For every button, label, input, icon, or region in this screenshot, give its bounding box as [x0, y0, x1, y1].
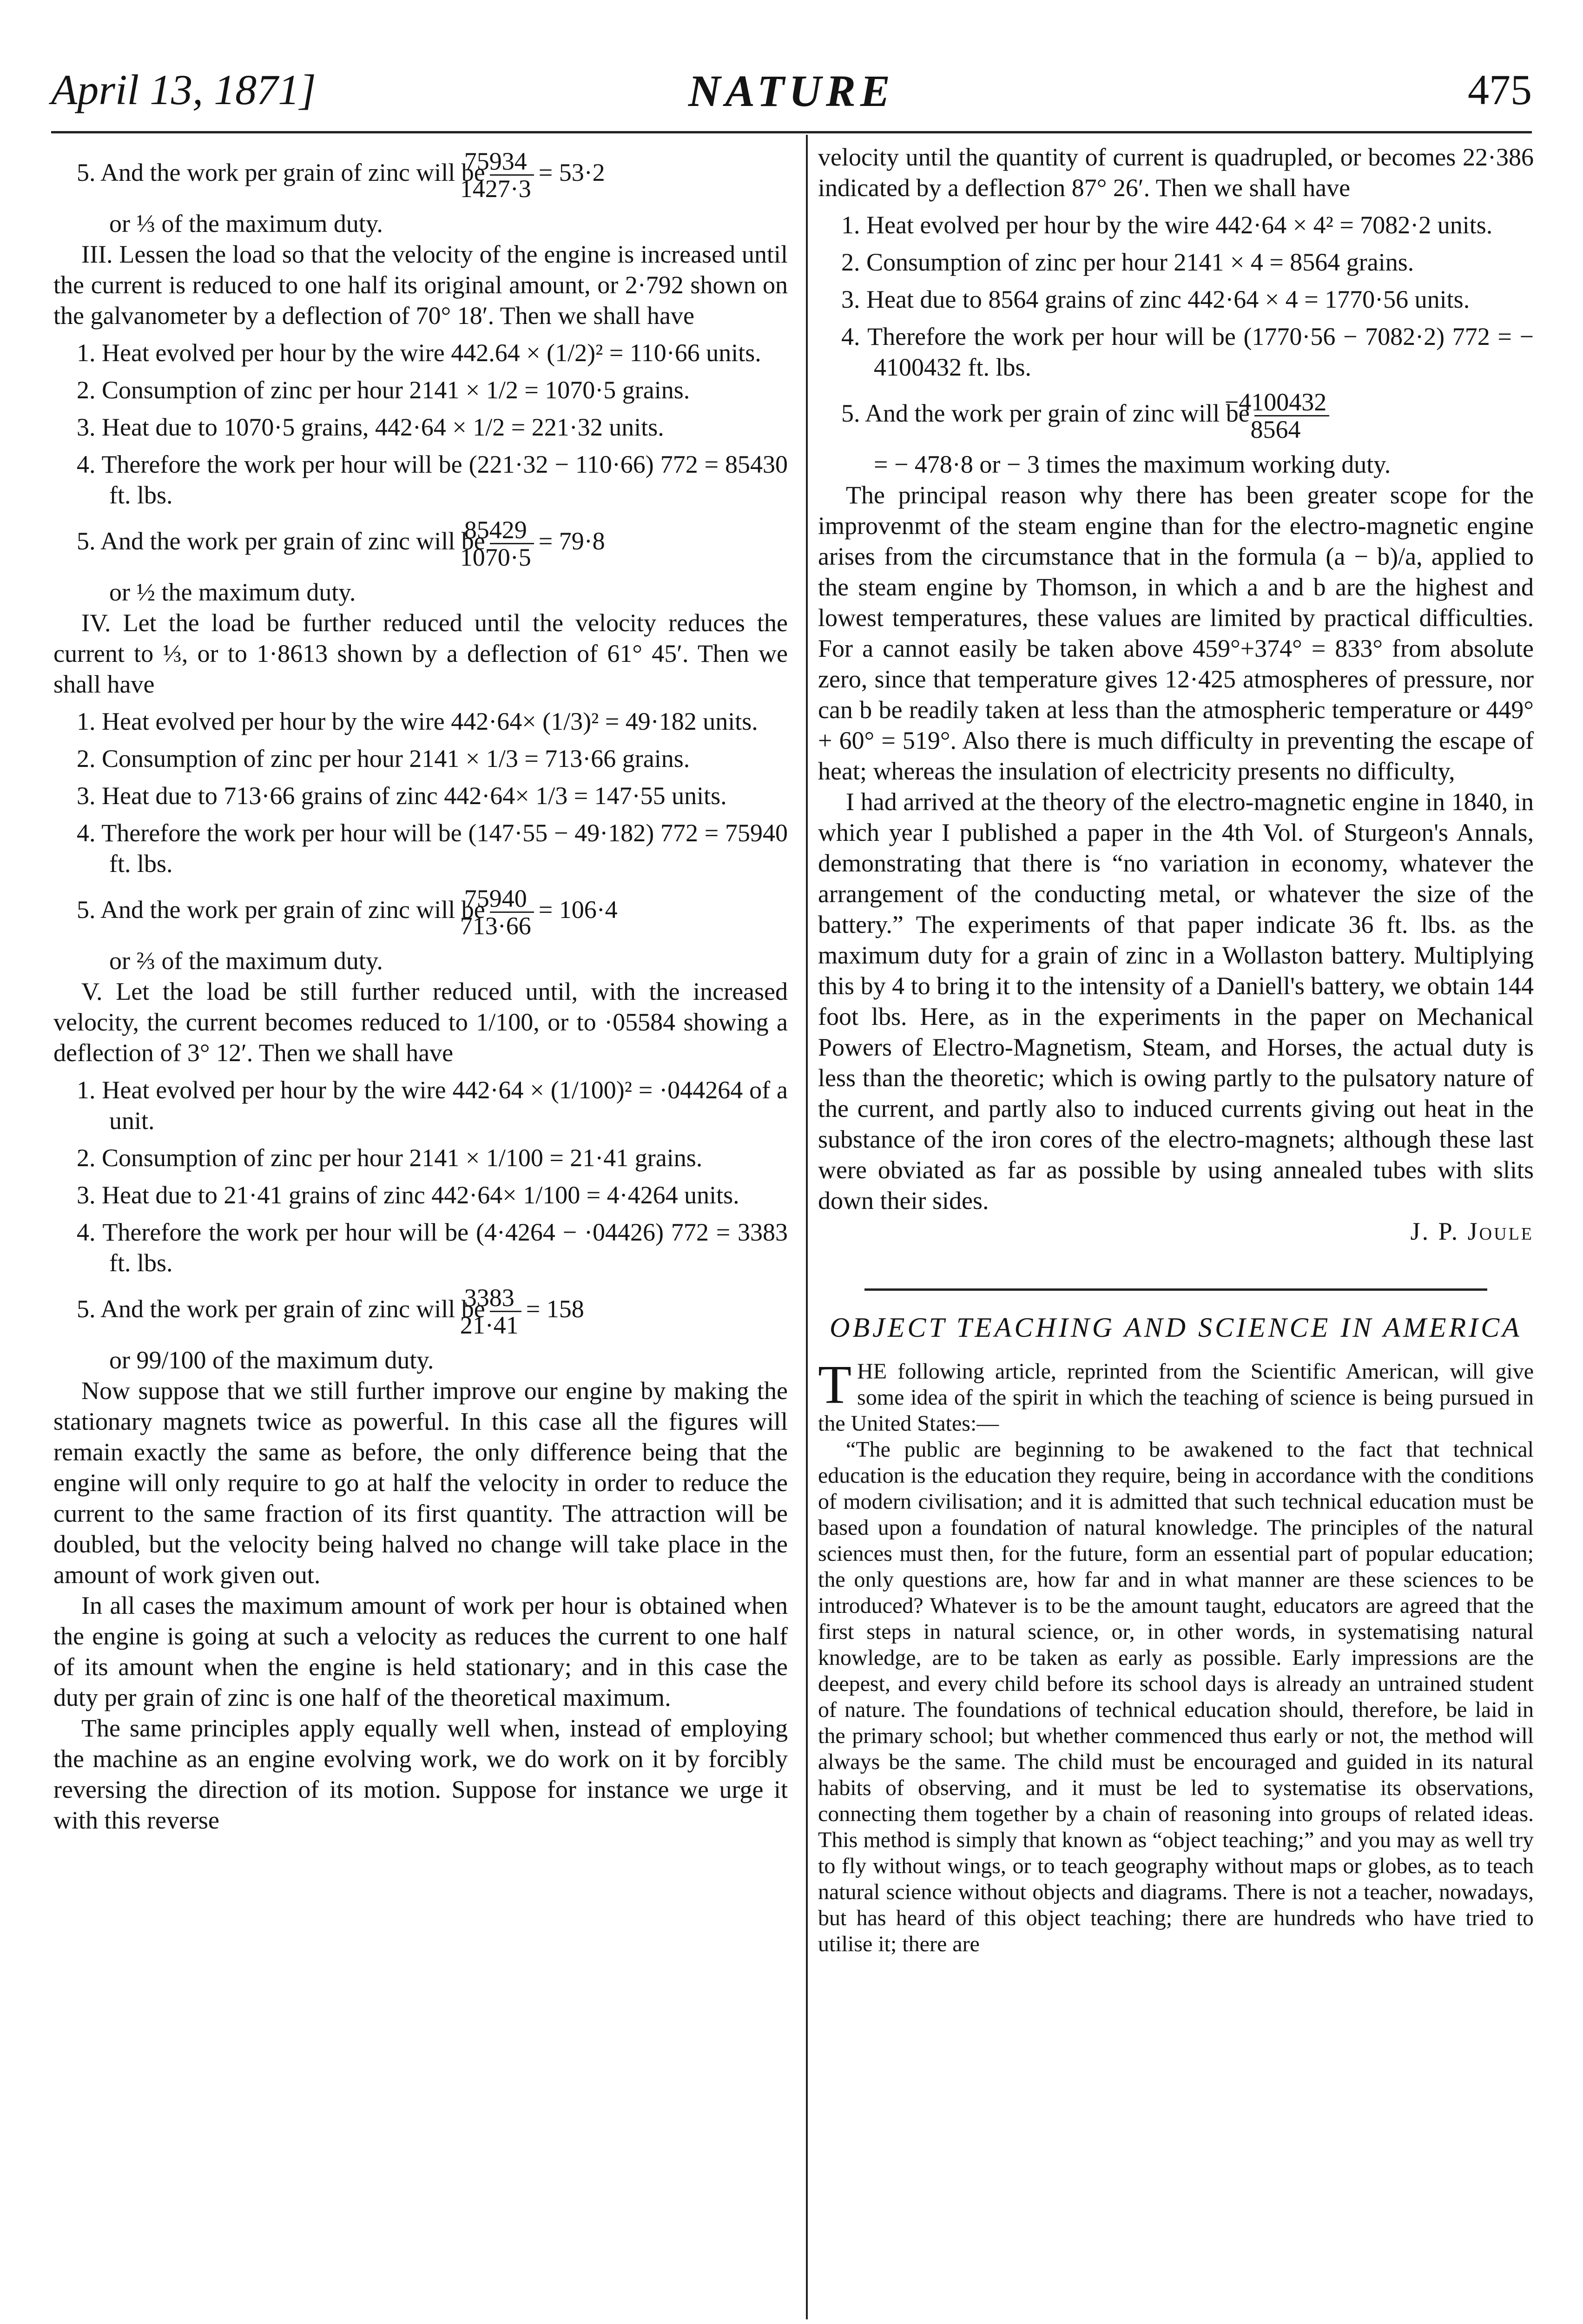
body-paragraph: The same principles apply equally well when, instead of employing the machine as an engine evolving work, we do work on it by forcibly reversing the direction of its motion. Suppose for instance we urge it with this reverse [53, 1714, 788, 1834]
fraction: $\frac{75934}{1427\cdot 3}$ [490, 148, 534, 202]
list-item: 3. Heat due to 1070·5 grains, 442·64 × 1/2 = 221·32 units. [77, 413, 664, 441]
fraction: $\frac{-4100432}{8564}$ [1254, 389, 1329, 442]
list-item: 1. Heat evolved per hour by the wire 442·64 × (1/100)² = ·044264 of a unit. [77, 1076, 788, 1135]
right-column [818, 142, 1534, 1957]
journal-title: NATURE [688, 66, 895, 116]
list-item: 2. Consumption of zinc per hour 2141 × 1/3 = 713·66 grains. [77, 745, 690, 772]
list-item: 4. Therefore the work per hour will be (4·4264 − ·04426) 772 = 3383 ft. lbs. [77, 1218, 788, 1277]
work-per-grain-line: 5. And the work per grain of zinc will be $\frac{75934}{1427\cdot 3}$ = 53·2 [77, 147, 605, 203]
drop-cap: T [818, 1354, 852, 1415]
list-item: 4. Therefore the work per hour will be (1770·56 − 7082·2) 772 = − 4100432 ft. lbs. [841, 323, 1534, 381]
paragraph-iv: IV. Let the load be further reduced until the velocity reduces the current to ⅓, or to 1·8613 shown by a deflection of 61° 45′. Then we shall have [53, 609, 788, 698]
fraction: $\frac{3383}{21\cdot 41}$ [490, 1285, 521, 1338]
page-number: 475 [1468, 66, 1532, 113]
list-item: 4. Therefore the work per hour will be (147·55 − 49·182) 772 = 75940 ft. lbs. [77, 819, 788, 878]
work-per-grain-line: 5. And the work per grain of zinc will be $\frac{3383}{21\cdot 41}$ = 158 [77, 1284, 584, 1339]
fraction: $\frac{75940}{713\cdot 66}$ [490, 885, 534, 939]
fraction: $\frac{85429}{1070\cdot 5}$ [490, 517, 534, 570]
list-item: 3. Heat due to 21·41 grains of zinc 442·64× 1/100 = 4·4264 units. [77, 1181, 739, 1209]
body-paragraph: I had arrived at the theory of the electro-magnetic engine in 1840, in which year I published a paper in the 4th Vol. of Sturgeon's Annals, demonstrating that there is “no variation in economy, whatever the arrangement of the conducting metal, or whatever the size of the battery.” The experiments of that paper indicate 36 ft. lbs. as the maximum duty for a grain of zinc in a Wollaston battery. Multiplying this by 4 to bring it to the intensity of a Daniell's battery, we obtain 144 foot lbs. Here, as in the experiments in the paper on Mechanical Powers of Electro-Magnetism, Steam, and Horses, the actual duty is less than the theoretic; which is owing partly to the pulsatory nature of the current, and partly also to induced currents giving out heat in the substance of the iron cores of the electro-magnets; although these last were obviated as far as possible by using annealed tubes with slits down their sides. [818, 788, 1534, 1215]
list-item: 3. Heat due to 8564 grains of zinc 442·64 × 4 = 1770·56 units. [841, 285, 1470, 313]
quoted-article: “The public are beginning to be awakened to the fact that technical education is the education they require, being in accordance with the conditions of modern civilisation; and it is admitted that such technical education must be based upon a foundation of natural knowledge. The principles of the natural sciences must then, for the future, form an essential part of popular education; the only questions are, how far and in what manner are these sciences to be introduced? Whatever is to be the amount taught, educators are agreed that the first steps in natural science, or, in other words, in systematising natural knowledge, are to be taken as early as possible. Early impressions are the deepest, and every child before its school days is already an untrained student of nature. The foundations of technical education should, therefore, be laid in the primary school; but whether commenced thus early or not, the method will always be the same. The child must be encouraged and guided in its natural habits of observing, and it must be led to systematise its observations, connecting them together by a chain of reasoning into groups of related ideas. This method is simply that known as “object teaching;” and you may as well try to fly without wings, or to teach geography without maps or globes, as to teach natural science without objects and diagrams. There is not a teacher, nowadays, but has heard of this object teaching; there are hundreds who have tried to utilise it; there are [818, 1437, 1534, 1956]
left-column [53, 142, 788, 1835]
body-paragraph: The principal reason why there has been greater scope for the improvenmt of the steam engine than for the electro-magnetic engine arises from the circumstance that in the formula (a − b)/a, applied to the steam engine by Thomson, in which a and b are the highest and lowest temperatures, these values are limited by practical difficulties. For a cannot easily be taken above 459°+374° = 833° from absolute zero, since that temperature gives 12·425 atmospheres of pressure, nor can b be readily taken at less than the atmospheric temperature or 449° + 60° = 519°. Also there is much difficulty in preventing the escape of heat; whereas the insulation of electricity presents no difficulty, [818, 481, 1534, 785]
running-header [51, 65, 1532, 125]
duty-note: or ½ the maximum duty. [109, 578, 356, 606]
list-item: 4. Therefore the work per hour will be (221·32 − 110·66) 772 = 85430 ft. lbs. [77, 450, 788, 509]
work-per-grain-line: 5. And the work per grain of zinc will be $\frac{85429}{1070\cdot 5}$ = 79·8 [77, 516, 605, 571]
duty-note: = − 478·8 or − 3 times the maximum working duty. [874, 450, 1391, 478]
body-paragraph: Now suppose that we still further improve our engine by making the stationary magnets twice as powerful. In this case all the figures will remain exactly the same as before, the only difference being that the engine will only require to go at half the velocity in order to reduce the current to the same fraction of its first quantity. The attraction will be doubled, but the velocity being halved no change will take place in the amount of work given out. [53, 1377, 788, 1589]
article-intro: THE following article, reprinted from the Scientific American, will give some idea of the spirit in which the teaching of science is being pursued in the United States:— [818, 1354, 1534, 1436]
paragraph-v: V. Let the load be still further reduced until, with the increased velocity, the current becomes reduced to 1/100, or to ·05584 showing a deflection of 3° 12′. Then we shall have [53, 977, 788, 1067]
work-per-grain-line: 5. And the work per grain of zinc will be $\frac{75940}{713\cdot 66}$ = 106·4 [77, 885, 618, 940]
list-item: 2. Consumption of zinc per hour 2141 × 1/100 = 21·41 grains. [77, 1144, 703, 1172]
list-item: 2. Consumption of zinc per hour 2141 × 4 = 8564 grains. [841, 248, 1414, 276]
author-signature: J. P. Joule [1410, 1217, 1534, 1245]
duty-note: or 99/100 of the maximum duty. [109, 1346, 434, 1374]
continued-paragraph: velocity until the quantity of current is quadrupled, or becomes 22·386 indicated by a deflection 87° 26′. Then we shall have [818, 143, 1534, 202]
article-title: OBJECT TEACHING AND SCIENCE IN AMERICA [830, 1312, 1522, 1343]
list-item: 1. Heat evolved per hour by the wire 442·64 × 4² = 7082·2 units. [841, 211, 1493, 239]
article-separator [864, 1288, 1487, 1291]
duty-note: or ⅓ of the maximum duty. [109, 210, 383, 238]
body-paragraph: In all cases the maximum amount of work per hour is obtained when the engine is going at such a velocity as reduces the current to one half of its amount when the engine is held stationary; and in this case the duty per grain of zinc is one half of the theoretical maximum. [53, 1591, 788, 1711]
duty-note: or ⅔ of the maximum duty. [109, 947, 383, 975]
issue-date: April 13, 1871] [51, 66, 316, 113]
list-item: 3. Heat due to 713·66 grains of zinc 442·64× 1/3 = 147·55 units. [77, 782, 727, 810]
work-per-grain-line: 5. And the work per grain of zinc will be $\frac{-4100432}{8564}$ [818, 389, 1534, 442]
list-item: 1. Heat evolved per hour by the wire 442·64× (1/3)² = 49·182 units. [77, 707, 758, 735]
list-item: 2. Consumption of zinc per hour 2141 × 1/2 = 1070·5 grains. [77, 376, 690, 404]
paragraph-iii: III. Lessen the load so that the velocity of the engine is increased until the current is reduced to one half its original amount, or 2·792 shown on the galvanometer by a deflection of 70° 18′. Then we shall have [53, 240, 788, 330]
header-rule [51, 131, 1532, 133]
column-divider [806, 135, 808, 2319]
list-item: 1. Heat evolved per hour by the wire 442.64 × (1/2)² = 110·66 units. [77, 339, 761, 367]
